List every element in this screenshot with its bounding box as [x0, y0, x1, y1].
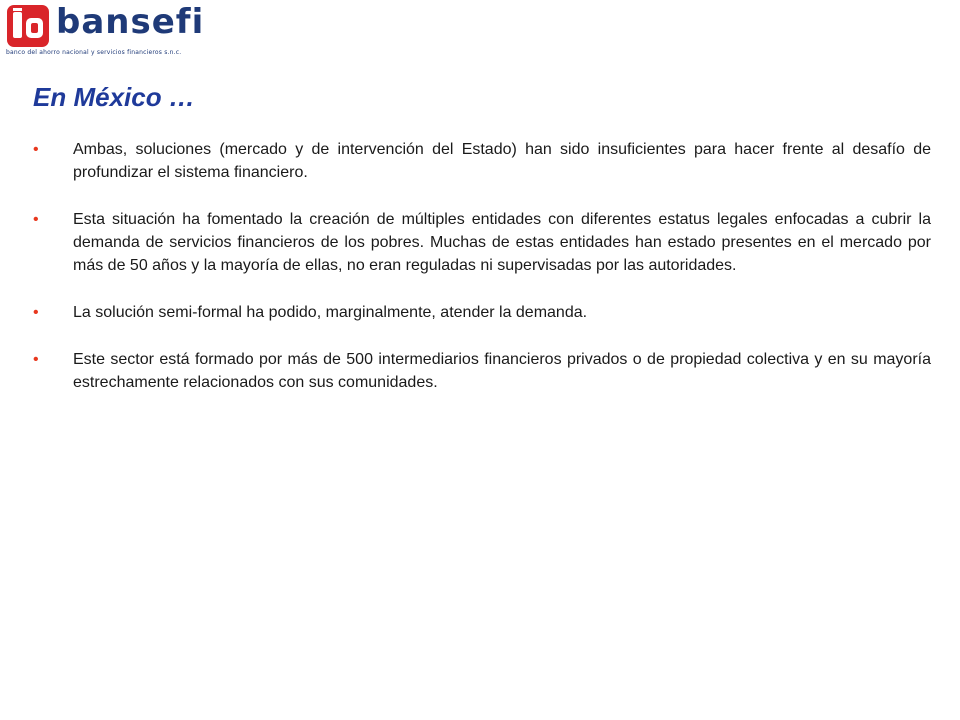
bullet-icon: • [33, 211, 39, 228]
bullet-text: Ambas, soluciones (mercado y de intervención del Estado) han sido insuficientes para hacer frente al desafío de profundizar el sistema financiero. [73, 141, 931, 181]
bullet-item [33, 138, 931, 184]
logo-tagline: banco del ahorro nacional y servicios financieros s.n.c. [6, 49, 182, 56]
bullet-list [33, 138, 931, 418]
slide-title: En México … [33, 82, 195, 112]
bullet-icon: • [33, 304, 39, 321]
bansefi-logo-icon [6, 4, 50, 48]
bullet-text: La solución semi-formal ha podido, marginalmente, atender la demanda. [73, 304, 588, 321]
bullet-item [33, 301, 931, 324]
bullet-item [33, 348, 931, 394]
bullet-icon: • [33, 351, 39, 368]
logo-wordmark: bansefi [56, 2, 205, 42]
bullet-text: Este sector está formado por más de 500 intermediarios financieros privados o de propiedad colectiva y en su mayoría estrechamente relacionados con sus comunidades. [73, 351, 931, 391]
bullet-text: Esta situación ha fomentado la creación de múltiples entidades con diferentes estatus legales enfocadas a cubrir la demanda de servicios financieros de los pobres. Muchas de estas entidades han estado presentes en el mercado por más de 50 años y la mayoría de ellas, no eran reguladas ni supervisadas por las autoridades. [73, 211, 931, 274]
bullet-item [33, 208, 931, 277]
bullet-icon: • [33, 141, 39, 158]
bansefi-logo [6, 2, 205, 56]
